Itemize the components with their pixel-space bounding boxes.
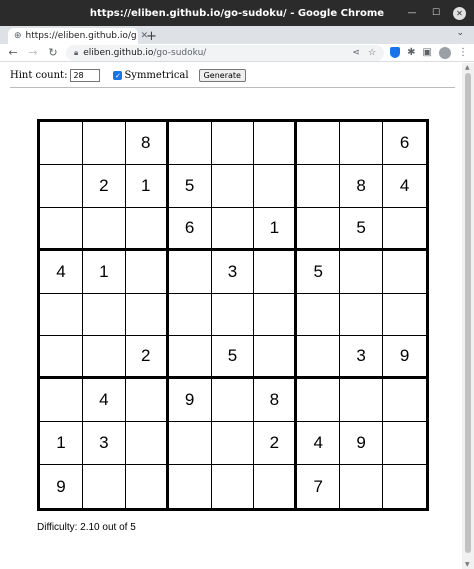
forward-button[interactable]: → — [28, 46, 38, 59]
tab-strip — [0, 26, 474, 44]
page-content — [0, 63, 462, 569]
sudoku-cell[interactable] — [297, 379, 340, 422]
sudoku-cell[interactable]: 9 — [169, 379, 212, 422]
sudoku-cell[interactable] — [83, 208, 126, 251]
bookmark-star-icon[interactable]: ☆ — [368, 47, 377, 58]
sudoku-cell[interactable] — [383, 294, 426, 337]
sudoku-cell[interactable] — [254, 336, 297, 379]
new-tab-button[interactable]: + — [146, 28, 157, 44]
scroll-up-arrow-icon[interactable]: ▲ — [465, 64, 470, 71]
sudoku-cell[interactable] — [297, 336, 340, 379]
sudoku-cell[interactable] — [297, 208, 340, 251]
sudoku-cell[interactable]: 9 — [340, 422, 383, 465]
window-controls — [405, 0, 466, 26]
sudoku-cell[interactable]: 5 — [340, 208, 383, 251]
url-host: eliben.github.io — [83, 47, 154, 58]
sudoku-cell[interactable]: 3 — [212, 251, 255, 294]
sudoku-cell[interactable]: 1 — [40, 422, 83, 465]
sudoku-controls — [10, 69, 246, 82]
sudoku-cell[interactable] — [126, 379, 169, 422]
sudoku-cell[interactable] — [40, 379, 83, 422]
sudoku-cell[interactable]: 1 — [83, 251, 126, 294]
sudoku-cell[interactable] — [254, 122, 297, 165]
side-panel-icon[interactable]: ▣ — [422, 47, 432, 58]
sudoku-cell[interactable]: 3 — [83, 422, 126, 465]
sudoku-cell[interactable] — [40, 336, 83, 379]
back-button[interactable]: ← — [8, 46, 18, 59]
sudoku-cell[interactable] — [169, 294, 212, 337]
globe-icon: ⊕ — [14, 31, 22, 41]
sudoku-cell[interactable] — [254, 165, 297, 208]
sudoku-cell[interactable] — [383, 379, 426, 422]
sudoku-cell[interactable] — [40, 208, 83, 251]
sudoku-cell[interactable] — [212, 165, 255, 208]
window-title: https://eliben.github.io/go-sudoku/ - Google Chrome — [89, 7, 385, 19]
sudoku-cell[interactable]: 8 — [126, 122, 169, 165]
sudoku-cell[interactable] — [169, 122, 212, 165]
sudoku-cell[interactable] — [126, 251, 169, 294]
sudoku-cell[interactable] — [383, 422, 426, 465]
divider — [10, 87, 455, 88]
sudoku-cell[interactable] — [212, 122, 255, 165]
sudoku-cell[interactable] — [340, 465, 383, 508]
difficulty-text: Difficulty: 2.10 out of 5 — [37, 522, 136, 533]
sudoku-cell[interactable]: 5 — [169, 165, 212, 208]
sudoku-cell[interactable] — [169, 422, 212, 465]
page-scrollbar[interactable] — [462, 63, 474, 569]
sudoku-cell[interactable]: 2 — [83, 165, 126, 208]
scroll-down-arrow-icon[interactable]: ▼ — [465, 561, 470, 568]
close-icon[interactable]: ✕ — [453, 7, 466, 20]
sudoku-cell[interactable] — [169, 336, 212, 379]
tab-search-icon[interactable]: ⌄ — [456, 28, 464, 38]
sudoku-cell[interactable] — [383, 465, 426, 508]
sudoku-cell[interactable] — [297, 165, 340, 208]
sudoku-cell[interactable] — [40, 294, 83, 337]
symmetrical-checkbox[interactable]: ✓ — [115, 71, 121, 80]
sudoku-cell[interactable] — [126, 465, 169, 508]
sudoku-cell[interactable] — [340, 294, 383, 337]
address-bar[interactable] — [66, 45, 384, 61]
minimize-icon[interactable]: — — [407, 8, 417, 18]
sudoku-cell[interactable] — [83, 465, 126, 508]
window-titlebar — [0, 0, 474, 26]
sudoku-cell[interactable] — [340, 122, 383, 165]
sudoku-cell[interactable] — [297, 294, 340, 337]
extensions-puzzle-icon[interactable]: ✱ — [407, 47, 416, 58]
lock-icon[interactable]: 🔒︎ — [74, 47, 79, 57]
sudoku-cell[interactable] — [212, 422, 255, 465]
sudoku-cell[interactable]: 5 — [212, 336, 255, 379]
sudoku-cell[interactable] — [126, 422, 169, 465]
sudoku-cell[interactable] — [83, 122, 126, 165]
sudoku-cell[interactable]: 5 — [297, 251, 340, 294]
share-icon[interactable]: ⋖ — [352, 47, 361, 58]
sudoku-cell[interactable]: 4 — [40, 251, 83, 294]
sudoku-cell[interactable] — [169, 251, 212, 294]
sudoku-cell[interactable]: 8 — [340, 165, 383, 208]
sudoku-cell[interactable]: 4 — [83, 379, 126, 422]
tab-title: https://eliben.github.io/g — [25, 31, 137, 41]
hint-count-label: Hint count: — [10, 70, 68, 81]
sudoku-cell[interactable] — [340, 379, 383, 422]
browser-toolbar — [0, 44, 474, 62]
sudoku-cell[interactable]: 6 — [169, 208, 212, 251]
sudoku-cell[interactable] — [212, 465, 255, 508]
sudoku-cell[interactable] — [169, 465, 212, 508]
sudoku-board — [37, 119, 429, 511]
sudoku-cell[interactable] — [383, 208, 426, 251]
sudoku-cell[interactable]: 4 — [383, 165, 426, 208]
sudoku-cell[interactable] — [254, 294, 297, 337]
sudoku-cell[interactable]: 9 — [40, 465, 83, 508]
extension-shield-icon[interactable] — [390, 47, 400, 58]
sudoku-cell[interactable]: 4 — [297, 422, 340, 465]
sudoku-cell[interactable] — [126, 294, 169, 337]
profile-avatar[interactable] — [439, 47, 451, 59]
tab-close-icon[interactable]: ✕ — [140, 31, 149, 41]
menu-kebab-icon[interactable]: ⋮ — [458, 47, 468, 58]
sudoku-cell[interactable] — [297, 122, 340, 165]
hint-count-input[interactable] — [70, 69, 100, 82]
sudoku-cell[interactable] — [254, 251, 297, 294]
sudoku-cell[interactable] — [212, 208, 255, 251]
maximize-icon[interactable]: ☐ — [431, 8, 441, 18]
sudoku-cell[interactable]: 2 — [126, 336, 169, 379]
url-path: /go-sudoku/ — [153, 47, 207, 58]
generate-button[interactable]: Generate — [199, 69, 246, 82]
sudoku-cell[interactable]: 6 — [383, 122, 426, 165]
sudoku-cell[interactable]: 1 — [254, 208, 297, 251]
sudoku-cell[interactable] — [212, 294, 255, 337]
sudoku-cell[interactable] — [254, 465, 297, 508]
sudoku-cell[interactable] — [126, 208, 169, 251]
sudoku-cell[interactable]: 9 — [383, 336, 426, 379]
sudoku-cell[interactable]: 2 — [254, 422, 297, 465]
sudoku-cell[interactable]: 3 — [340, 336, 383, 379]
sudoku-cell[interactable] — [40, 122, 83, 165]
reload-button[interactable]: ↻ — [48, 46, 58, 59]
sudoku-cell[interactable]: 7 — [297, 465, 340, 508]
sudoku-cell[interactable] — [340, 251, 383, 294]
sudoku-cell[interactable] — [83, 294, 126, 337]
symmetrical-label: Symmetrical — [124, 70, 189, 81]
browser-tab[interactable] — [8, 28, 149, 44]
sudoku-cell[interactable]: 1 — [126, 165, 169, 208]
sudoku-cell[interactable] — [383, 251, 426, 294]
scroll-thumb[interactable] — [465, 73, 471, 553]
sudoku-cell[interactable] — [83, 336, 126, 379]
sudoku-cell[interactable] — [212, 379, 255, 422]
sudoku-cell[interactable]: 8 — [254, 379, 297, 422]
sudoku-cell[interactable] — [40, 165, 83, 208]
